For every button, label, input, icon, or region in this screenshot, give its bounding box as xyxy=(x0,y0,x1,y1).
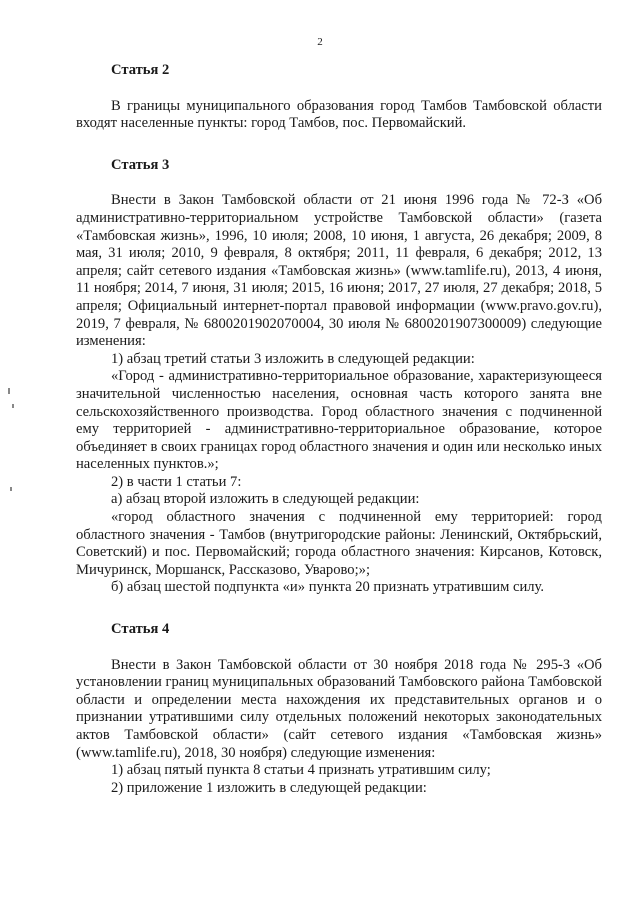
article-4-item-2: 2) приложение 1 изложить в следующей редакции: xyxy=(111,779,427,796)
page-number: 2 xyxy=(317,36,323,48)
article-2 xyxy=(76,62,602,133)
scan-edge-mark xyxy=(12,404,14,408)
article-4-heading: Статья 4 xyxy=(111,621,170,638)
article-3-item-1-quote: «Город - административно-территориальное образование, характеризующееся значительной численностью населения, основная часть которого занята вне сельскохозяйственного производства. Город областного значения с подчиненной ему территорией - административно-территориальное образование, которое объединяет в своих границах город областного значения и один или несколько иных населенных пунктов.»; xyxy=(76,368,602,473)
article-3-item-1: 1) абзац третий статьи 3 изложить в следующей редакции: xyxy=(111,350,475,367)
document-body xyxy=(76,62,602,797)
article-4-item-1: 1) абзац пятый пункта 8 статьи 4 признать утратившим силу; xyxy=(111,762,491,779)
scan-edge-mark xyxy=(8,388,10,394)
article-4 xyxy=(76,621,602,797)
article-2-text: В границы муниципального образования город Тамбов Тамбовской области входят населенные пункты: город Тамбов, пос. Первомайский. xyxy=(76,97,602,132)
article-3-item-2: 2) в части 1 статьи 7: xyxy=(111,473,242,490)
article-4-intro: Внести в Закон Тамбовской области от 30 ноября 2018 года № 295-З «Об установлении границ муниципальных образований Тамбовского района Тамбовской области и определении места нахождения их представительных органов и о признании утратившими силу отдельных положений некоторых законодательных актов Тамбовской области» (сайт сетевого издания «Тамбовская жизнь» (www.tamlife.ru), 2018, 30 ноября) следующие изменения: xyxy=(76,656,602,761)
article-3-item-2a: а) абзац второй изложить в следующей редакции: xyxy=(111,491,420,508)
article-3-item-2b: б) абзац шестой подпункта «и» пункта 20 признать утратившим силу. xyxy=(111,579,545,596)
article-2-heading: Статья 2 xyxy=(111,62,170,78)
article-3-intro: Внести в Закон Тамбовской области от 21 июня 1996 года № 72-З «Об административно-территориальном устройстве Тамбовской области» (газета «Тамбовская жизнь», 1996, 10 июля; 2008, 10 июня, 1 августа, 26 декабря; 2009, 8 мая, 31 июля; 2010, 9 февраля, 8 октября; 2011, 11 февраля, 6 декабря; 2012, 13 апреля; сайт сетевого издания «Тамбовская жизнь» (www.tamlife.ru), 2013, 4 июня, 11 ноября; 2014, 7 июня, 31 июля; 2015, 16 июня; 2017, 27 июля, 27 декабря; 2018, 5 апреля; Официальный интернет-портал правовой информации (www.pravo.gov.ru), 2019, 7 февраля, № 6800201902070004, 30 июля № 6800201907300009) следующие изменения: xyxy=(76,192,602,350)
article-3-heading: Статья 3 xyxy=(111,156,170,173)
article-3-item-2a-quote: «город областного значения с подчиненной ему территорией: город областного значения - Тамбов (внутригородские районы: Ленинский, Октябрьский, Советский) и пос. Первомайский; города областного значения: Кирсанов, Котовск, Мичуринск, Моршанск, Рассказово, Уварово;»; xyxy=(76,509,602,578)
scan-edge-mark xyxy=(10,487,12,491)
article-3 xyxy=(76,157,602,597)
